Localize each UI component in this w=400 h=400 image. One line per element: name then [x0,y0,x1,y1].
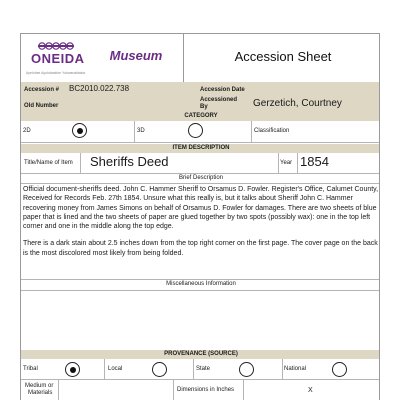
dimensions-label: Dimensions in Inches [177,387,235,393]
item-title-label: Title/Name of Item [24,160,73,166]
brief-description-label: Brief Description [178,175,223,181]
divider [21,183,380,184]
divider [58,380,59,400]
category-2d-radio[interactable] [72,123,87,138]
title-box [183,34,380,82]
year-value[interactable]: 1854 [300,154,329,169]
medium-dimensions-row [21,380,380,400]
oneida-logo [21,34,101,82]
item-title-value[interactable]: Sheriffs Deed [90,154,169,169]
classification-label: Classification [254,128,290,134]
brief-description-text[interactable] [23,185,379,266]
misc-info-label: Miscellaneous Information [166,281,236,287]
item-description-header: ITEM DESCRIPTION [21,144,380,153]
provenance-header: PROVENANCE (SOURCE) [21,350,380,359]
provenance-tribal-label: Tribal [23,366,38,372]
category-header: CATEGORY [21,112,380,121]
accession-date-label: Accession Date [200,87,245,93]
provenance-local-radio[interactable] [152,362,167,377]
accessioned-by-value[interactable]: Gerzetich, Courtney [253,98,342,109]
divider [21,290,380,291]
divider [173,380,174,400]
divider [243,380,244,400]
old-number-label: Old Number [24,103,59,109]
accessioned-by-label-2: By [200,104,208,110]
museum-label: Museum [109,48,163,63]
category-3d-label: 3D [137,128,145,134]
accession-band [21,82,380,112]
divider [297,153,298,174]
divider [278,153,279,174]
provenance-row [21,359,380,380]
item-title-row [21,153,380,174]
provenance-national-label: National [284,366,307,372]
logo-wordmark: ONEIDA [31,51,85,66]
dimensions-separator: X [308,387,313,394]
provenance-national-radio[interactable] [332,362,347,377]
accession-number-label: Accession # [24,87,60,93]
accession-sheet [20,33,380,400]
medium-label-1: Medium or [25,383,54,389]
divider [282,359,283,380]
accession-number-value[interactable]: BC2010.022.738 [69,84,130,93]
provenance-state-radio[interactable] [239,362,254,377]
category-3d-radio[interactable] [188,123,203,138]
accessioned-by-label-1: Accessioned [200,97,238,103]
provenance-tribal-radio[interactable] [65,362,80,377]
category-row [21,121,380,143]
category-2d-label: 2D [23,128,31,134]
divider [193,359,194,380]
medium-label-2: Materials [28,390,53,396]
provenance-state-label: State [196,366,211,372]
brief-description-paragraph-2: There is a dark stain about 2.5 inches down from the top right corner on the first page. The cover page on the back is the most discolored most likely from being folded. [23,240,378,257]
year-label: Year [280,160,293,166]
divider [134,121,135,143]
brief-description-paragraph-1: Official document-sheriffs deed. John C. Hammer Sheriff to Orsamus D. Fowler. Register's Office, Calumet County, Received for Records Feb. 27th 1854. Unsure what this really is, but it talks about Sheriff John C. Hammer recovering money from James Simons on behalf of Orsamus D. Fowler for damages. There are two sheets of blue paper that is lined and the two sheets of paper are glued together by two spots (possibly wax): one in the top left corner and one in the middle along the top edge. [23,186,379,231]
divider [104,359,105,380]
provenance-local-label: Local [108,366,123,372]
logo-tagline: Ayelohse Ayuhdwakhe Yukwanaktakw [26,71,86,75]
divider [21,279,380,280]
page-title: Accession Sheet [234,49,332,64]
divider [80,153,81,174]
divider [251,121,252,143]
sheet-header [21,34,380,82]
